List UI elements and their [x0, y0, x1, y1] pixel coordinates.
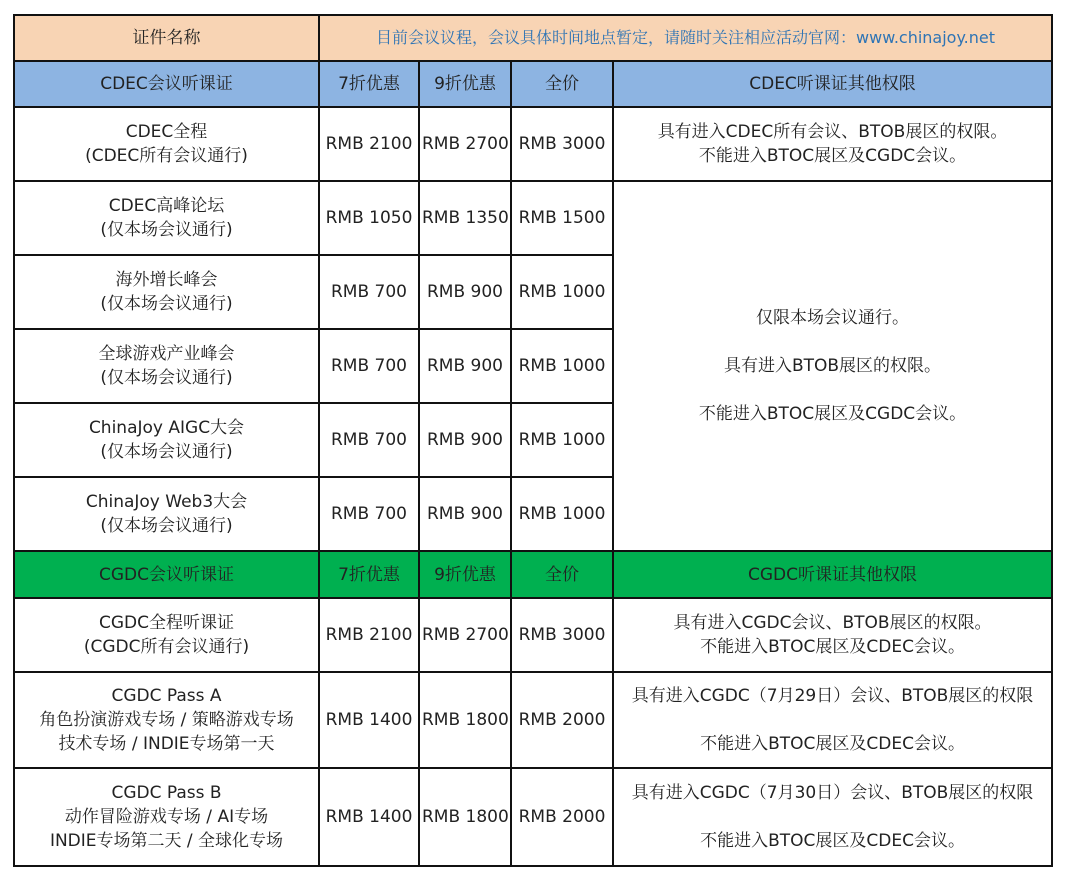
pass-rights [613, 107, 1052, 181]
table-row [14, 107, 1052, 181]
table-row [14, 768, 1052, 866]
price-70: RMB 1050 [319, 181, 419, 255]
pass-tracks: 动作冒险游戏专场 / AI专场 [64, 807, 269, 827]
cgdc-section-header [14, 551, 1052, 598]
pass-tracks: 技术专场 / INDIE专场第一天 [58, 734, 275, 754]
pass-rights [613, 768, 1052, 866]
pass-title: ChinaJoy Web3大会 [85, 492, 248, 512]
table-row [14, 672, 1052, 768]
pass-name-header: 证件名称 [14, 15, 319, 61]
pricing-table [13, 14, 1053, 867]
cgdc-pass-header: CGDC会议听课证 [14, 551, 319, 598]
rights-deny: 不能进入BTOC展区及CDEC会议。 [700, 831, 965, 851]
rights-deny: 不能进入BTOC展区及CDEC会议。 [700, 637, 965, 657]
price-70: RMB 700 [319, 329, 419, 403]
pass-scope: (仅本场会议通行) [100, 368, 233, 388]
price-full: RMB 1500 [511, 181, 613, 255]
price-90: RMB 900 [419, 403, 511, 477]
cdec-rights-header: CDEC听课证其他权限 [613, 61, 1052, 107]
cdec-section-header [14, 61, 1052, 107]
pass-title: ChinaJoy AIGC大会 [88, 418, 245, 438]
pass-name [14, 255, 319, 329]
price-full: RMB 3000 [511, 598, 613, 672]
rights-allow: 具有进入CDEC所有会议、BTOB展区的权限。 [657, 122, 1008, 142]
pass-title: CGDC Pass B [111, 783, 222, 803]
price-90: RMB 1800 [419, 672, 511, 768]
shared-session-rights [613, 181, 1052, 551]
price-full: RMB 2000 [511, 672, 613, 768]
pass-name [14, 598, 319, 672]
rights-deny: 不能进入BTOC展区及CGDC会议。 [698, 146, 967, 166]
schedule-notice: 目前会议议程，会议具体时间地点暂定，请随时关注相应活动官网：www.chinajoy.net [319, 15, 1052, 61]
discount-90-header: 9折优惠 [419, 551, 511, 598]
pass-name [14, 403, 319, 477]
rights-deny: 不能进入BTOC展区及CGDC会议。 [698, 404, 967, 424]
price-full: RMB 1000 [511, 403, 613, 477]
price-90: RMB 900 [419, 477, 511, 551]
cgdc-rights-header: CGDC听课证其他权限 [613, 551, 1052, 598]
full-price-header: 全价 [511, 551, 613, 598]
pass-name [14, 181, 319, 255]
pass-scope: (仅本场会议通行) [100, 516, 233, 536]
pass-scope: (仅本场会议通行) [100, 442, 233, 462]
pass-tracks: INDIE专场第二天 / 全球化专场 [49, 831, 284, 851]
rights-session-only: 仅限本场会议通行。 [756, 308, 910, 328]
price-full: RMB 1000 [511, 477, 613, 551]
price-70: RMB 1400 [319, 768, 419, 866]
pass-rights [613, 672, 1052, 768]
rights-deny: 不能进入BTOC展区及CDEC会议。 [700, 734, 965, 754]
rights-allow: 具有进入CGDC会议、BTOB展区的权限。 [673, 613, 992, 633]
price-90: RMB 2700 [419, 598, 511, 672]
price-70: RMB 1400 [319, 672, 419, 768]
pass-name [14, 107, 319, 181]
price-90: RMB 900 [419, 255, 511, 329]
price-full: RMB 3000 [511, 107, 613, 181]
pass-scope: (仅本场会议通行) [100, 294, 233, 314]
cdec-pass-header: CDEC会议听课证 [14, 61, 319, 107]
rights-allow: 具有进入CGDC（7月29日）会议、BTOB展区的权限 [631, 686, 1034, 706]
pass-title: CDEC高峰论坛 [108, 196, 225, 216]
price-70: RMB 700 [319, 255, 419, 329]
price-70: RMB 2100 [319, 598, 419, 672]
pass-title: CDEC全程 [125, 122, 208, 142]
price-90: RMB 900 [419, 329, 511, 403]
pass-name [14, 477, 319, 551]
table-row [14, 181, 1052, 255]
pass-tracks: 角色扮演游戏专场 / 策略游戏专场 [39, 710, 294, 730]
pass-name [14, 329, 319, 403]
pass-title: 全球游戏产业峰会 [98, 344, 235, 364]
price-70: RMB 2100 [319, 107, 419, 181]
pass-title: CGDC全程听课证 [98, 613, 234, 633]
pass-rights [613, 598, 1052, 672]
pass-scope: (CDEC所有会议通行) [85, 146, 248, 166]
price-90: RMB 1800 [419, 768, 511, 866]
discount-70-header: 7折优惠 [319, 61, 419, 107]
rights-allow: 具有进入BTOB展区的权限。 [723, 356, 942, 376]
pass-name [14, 672, 319, 768]
full-price-header: 全价 [511, 61, 613, 107]
rights-allow: 具有进入CGDC（7月30日）会议、BTOB展区的权限 [631, 783, 1034, 803]
table-row [14, 598, 1052, 672]
price-full: RMB 2000 [511, 768, 613, 866]
price-full: RMB 1000 [511, 329, 613, 403]
price-90: RMB 1350 [419, 181, 511, 255]
price-70: RMB 700 [319, 403, 419, 477]
price-70: RMB 700 [319, 477, 419, 551]
price-full: RMB 1000 [511, 255, 613, 329]
discount-70-header: 7折优惠 [319, 551, 419, 598]
pass-scope: (仅本场会议通行) [100, 220, 233, 240]
pass-title: CGDC Pass A [111, 686, 222, 706]
discount-90-header: 9折优惠 [419, 61, 511, 107]
pass-scope: (CGDC所有会议通行) [83, 637, 250, 657]
price-90: RMB 2700 [419, 107, 511, 181]
pass-name [14, 768, 319, 866]
top-header-row [14, 15, 1052, 61]
pass-title: 海外增长峰会 [115, 270, 218, 290]
